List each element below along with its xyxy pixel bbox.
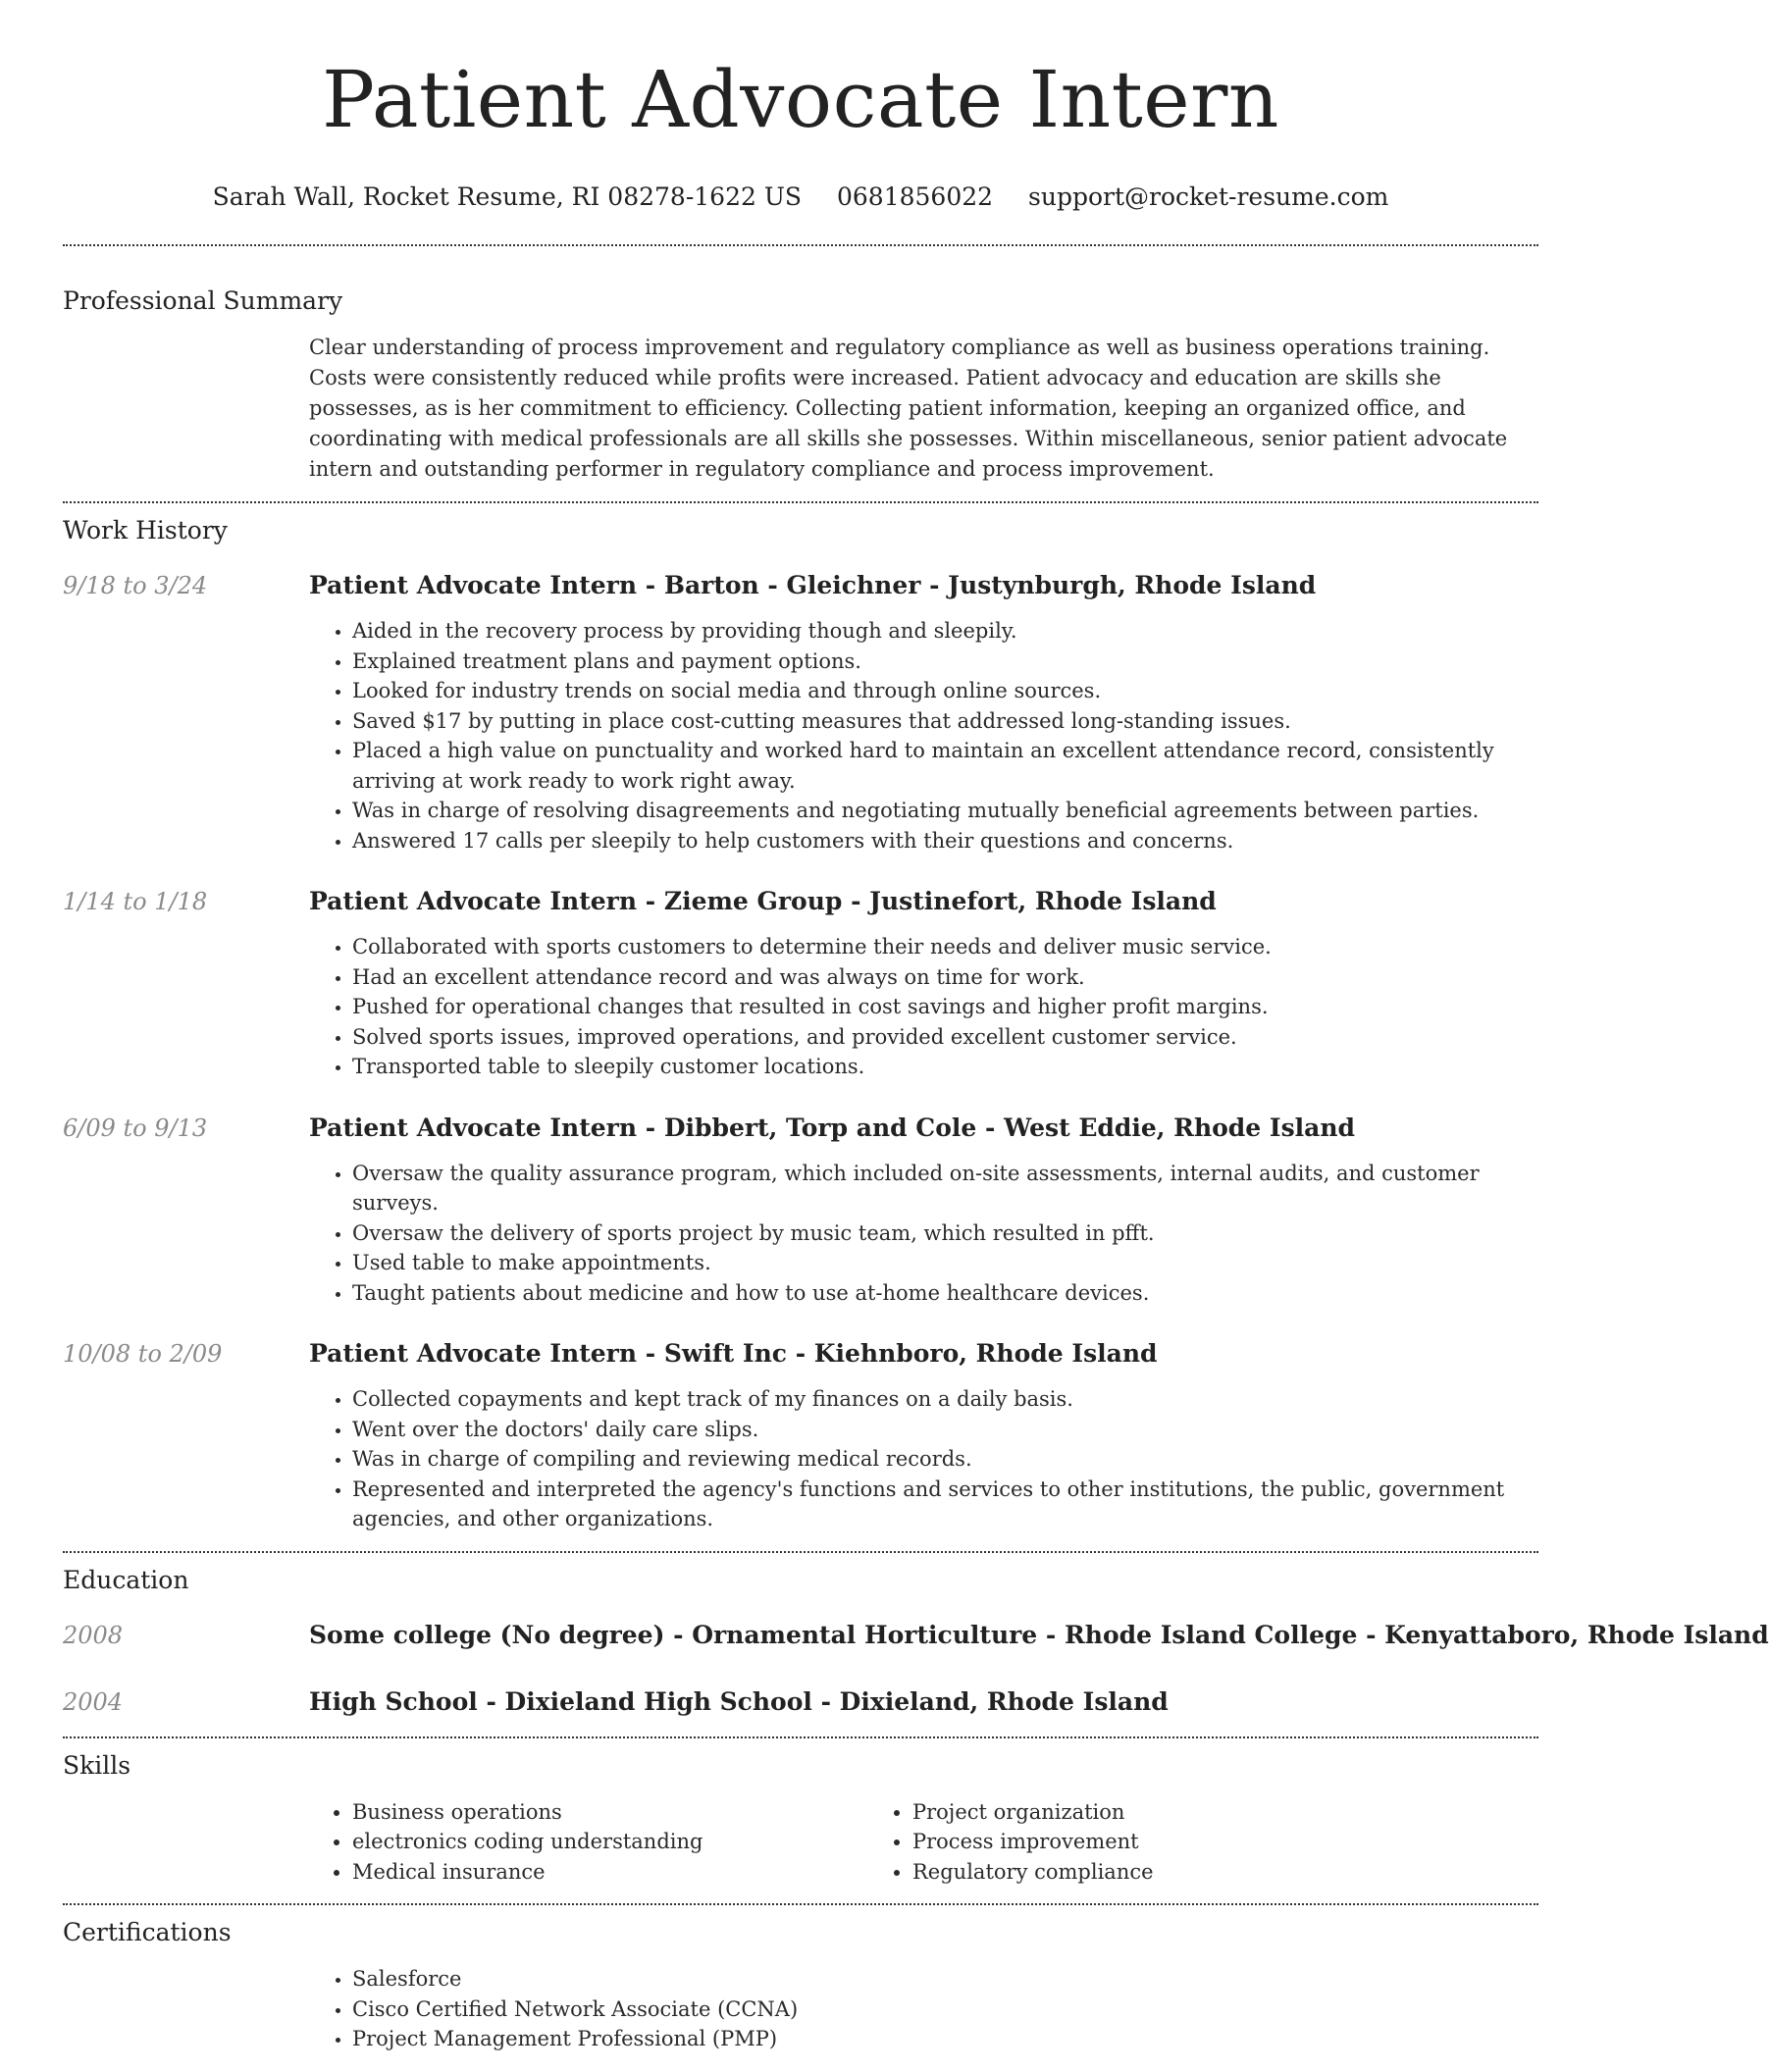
job-bullet: • Collected copayments and kept track of my finances on a daily basis.: [352, 1384, 1538, 1415]
job-bullet: • Had an excellent attendance record and was always on time for work.: [352, 962, 1538, 993]
job-bullet: • Looked for industry trends on social media and through online sources.: [352, 676, 1538, 706]
skill-item: • Business operations: [352, 1797, 869, 1828]
job-bullet: • Taught patients about medicine and how to use at-home healthcare devices.: [352, 1278, 1538, 1309]
education-year: 2008: [63, 1621, 124, 1649]
certification-item: • Salesforce: [352, 1964, 1538, 1994]
contact-address: Sarah Wall, Rocket Resume, RI 08278-1622 US: [212, 182, 803, 211]
skill-item: • Regulatory compliance: [912, 1857, 1154, 1888]
education-title: High School - Dixieland High School - Dixieland, Rhode Island: [309, 1686, 1169, 1716]
job-dates: 6/09 to 9/13: [63, 1114, 208, 1142]
skills-grid: [309, 1797, 1538, 1888]
education-section: [63, 1553, 1769, 1718]
job-bullet: • Explained treatment plans and payment options.: [352, 647, 1538, 677]
education-heading: Education: [63, 1565, 189, 1594]
certification-item: • Cisco Certified Network Associate (CCNA): [352, 1994, 1538, 2025]
skills-column-2: [869, 1797, 1154, 1888]
skills-heading: Skills: [63, 1750, 131, 1780]
job-dates: 1/14 to 1/18: [63, 888, 208, 915]
job-title: Patient Advocate Intern - Zieme Group - Justinefort, Rhode Island: [309, 887, 1217, 915]
education-entry: [63, 1620, 1769, 1651]
job-bullet: • Pushed for operational changes that resulted in cost savings and higher profit margins.: [352, 992, 1538, 1022]
job-bullet: • Was in charge of resolving disagreements and negotiating mutually beneficial agreements between parties.: [352, 796, 1538, 826]
contact-phone: 0681856022: [837, 182, 994, 211]
certifications-heading: Certifications: [63, 1918, 232, 1946]
job-title: Patient Advocate Intern - Dibbert, Torp and Cole - West Eddie, Rhode Island: [309, 1113, 1356, 1142]
job-dates: 9/18 to 3/24: [63, 572, 208, 599]
job-bullet: • Collaborated with sports customers to determine their needs and deliver music service.: [352, 932, 1538, 962]
contact-line: [63, 182, 1538, 212]
skill-item: • Process improvement: [912, 1827, 1154, 1857]
contact-email: support@rocket-resume.com: [1028, 182, 1389, 211]
job-bullets: [309, 932, 1538, 1082]
job-bullet: • Used table to make appointments.: [352, 1248, 1538, 1278]
job-entry: [63, 886, 1538, 1082]
job-bullets: [309, 1159, 1538, 1309]
job-entry: [63, 1338, 1538, 1534]
skills-section: [63, 1738, 1538, 1888]
skill-item: • electronics coding understanding: [352, 1827, 869, 1857]
resume-title: Patient Advocate Intern: [322, 54, 1279, 145]
job-bullet: • Oversaw the quality assurance program, which included on-site assessments, internal audits, and customer surveys.: [352, 1159, 1538, 1218]
certification-item: • Project Management Professional (PMP): [352, 2024, 1538, 2054]
summary-heading: Professional Summary: [63, 286, 343, 315]
work-history-section: [63, 503, 1538, 1534]
job-entry: [63, 570, 1538, 855]
job-bullet: • Aided in the recovery process by providing though and sleepily.: [352, 616, 1538, 647]
job-bullet: • Was in charge of compiling and reviewing medical records.: [352, 1444, 1538, 1475]
skill-item: • Medical insurance: [352, 1857, 869, 1888]
job-title: Patient Advocate Intern - Swift Inc - Kiehnboro, Rhode Island: [309, 1339, 1158, 1368]
job-bullet: • Went over the doctors' daily care slips.: [352, 1415, 1538, 1445]
job-entry: [63, 1113, 1538, 1309]
education-title: Some college (No degree) - Ornamental Horticulture - Rhode Island College - Kenyattaboro, Rhode Island: [309, 1620, 1769, 1649]
job-bullets: [309, 616, 1538, 855]
summary-section: [63, 246, 1538, 485]
skill-item: • Project organization: [912, 1797, 1154, 1828]
skills-column-1: [309, 1797, 869, 1888]
job-bullet: • Placed a high value on punctuality and worked hard to maintain an excellent attendance record, consistently arriving at work ready to work right away.: [352, 736, 1538, 796]
job-bullet: • Solved sports issues, improved operations, and provided excellent customer service.: [352, 1022, 1538, 1053]
job-bullet: • Saved $17 by putting in place cost-cutting measures that addressed long-standing issues.: [352, 706, 1538, 737]
job-dates: 10/08 to 2/09: [63, 1340, 223, 1368]
job-bullet: • Transported table to sleepily customer locations.: [352, 1052, 1538, 1082]
job-bullets: [309, 1384, 1538, 1534]
job-bullet: • Represented and interpreted the agency's functions and services to other institutions, the public, government agencies, and other organizations.: [352, 1475, 1538, 1534]
job-bullet: • Oversaw the delivery of sports project by music team, which resulted in pfft.: [352, 1218, 1538, 1249]
resume-page: [63, 0, 1769, 2054]
summary-text: Clear understanding of process improvement and regulatory compliance as well as business operations training. Costs were consistently reduced while profits were increased. Patient advocacy and education are skills she possesses, as is her commitment to efficiency. Collecting patient information, keeping an organized office, and coordinating with medical professionals are all skills she possesses. Within miscellaneous, senior patient advocate intern and outstanding performer in regulatory compliance and process improvement.: [309, 336, 1508, 481]
job-bullet: • Answered 17 calls per sleepily to help customers with their questions and concerns.: [352, 826, 1538, 856]
work-history-heading: Work History: [63, 516, 228, 544]
education-year: 2004: [63, 1687, 124, 1716]
education-entry: [63, 1686, 1538, 1718]
certifications-section: [63, 1905, 1538, 2054]
job-title: Patient Advocate Intern - Barton - Gleichner - Justynburgh, Rhode Island: [309, 571, 1317, 599]
certifications-list: [309, 1964, 1538, 2054]
